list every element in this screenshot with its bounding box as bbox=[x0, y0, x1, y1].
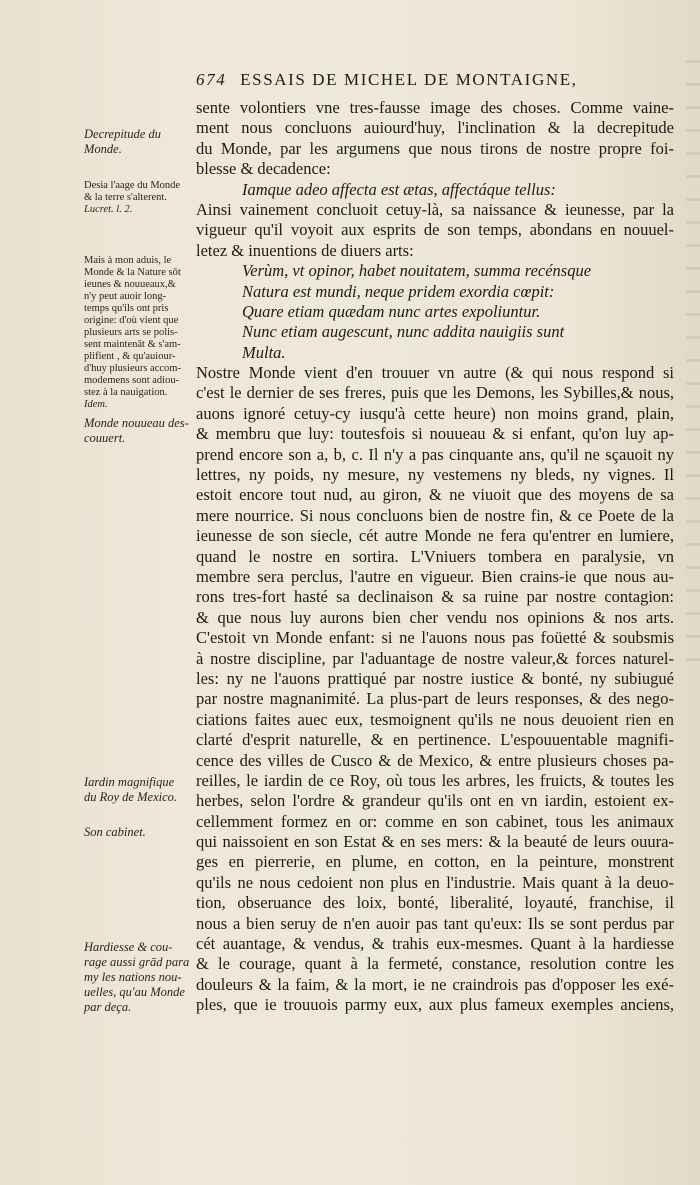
text-line: Nostre Monde vient d'en trouuer vn autre (& qui nous respond si bbox=[196, 363, 674, 383]
margin-note-line: d'huy plusieurs accom- bbox=[84, 363, 181, 374]
text-line: membre sera perclus, l'autre en vigueur. Bien crains-ie que nous au- bbox=[196, 566, 674, 586]
verse-line: Quare etiam quædam nunc artes expoliuntur. bbox=[242, 301, 541, 321]
margin-note-line: du Roy de Mexico. bbox=[84, 790, 178, 804]
margin-note-line: n'y peut auoir long- bbox=[84, 291, 167, 302]
text-line: du Monde, par les argumens que nous tirons de nostre propre foi- bbox=[196, 138, 674, 158]
verse-line: Verùm, vt opinor, habet nouitatem, summa recénsque bbox=[242, 261, 592, 281]
margin-note-line: sent maintenāt & s'am- bbox=[84, 339, 181, 350]
text-line: & que nous luy aurons bien cher vendu nos opinions & nos arts. bbox=[196, 607, 674, 627]
running-head bbox=[196, 70, 578, 90]
margin-note-line: Hardiesse & cou- bbox=[84, 940, 173, 954]
margin-note-line: origine: d'où vient que bbox=[84, 315, 179, 326]
text-line: cellemment formez en or: comme en son cabinet, tous les animaux bbox=[196, 811, 674, 831]
margin-note-iardin bbox=[84, 775, 192, 805]
text-line: cét auantage, & vendus, & trahis eux-mesmes. Quant à la hardiesse bbox=[196, 934, 674, 954]
text-line: lettres, ny poids, ny mesure, ny vestemens ny bleds, ny vignes. Il bbox=[196, 465, 674, 485]
margin-note-line: Monde. bbox=[84, 142, 122, 156]
text-line: douleurs & la faim, & la mort, ie ne craindrois pas d'opposer les exé- bbox=[196, 974, 674, 994]
page-number: 674 bbox=[196, 70, 227, 89]
text-line: C'estoit vn Monde enfant: si ne l'auons nous pas foüetté & soubsmis bbox=[196, 628, 674, 648]
text-line: sente volontiers vne tres-fausse image des choses. Comme vaine- bbox=[196, 98, 674, 117]
verse-line: Iamque adeo affecta est ætas, affectáque tellus: bbox=[242, 179, 556, 199]
text-line: & le courage, quant à la fermeté, constance, resolution contre les bbox=[196, 954, 674, 974]
text-line: par nostre magnanimité. La plus-part de leurs responses, & des nego- bbox=[196, 689, 674, 709]
text-line: auons ignoré cetuy-cy iusqu'à cette heure) non moins grand, plain, bbox=[196, 403, 674, 423]
margin-note-line: couuert. bbox=[84, 431, 126, 445]
margin-note-line: par deça. bbox=[84, 1000, 132, 1014]
text-line: vigueur qu'il voyoit aux esprits de son temps, abondans en nouuel- bbox=[196, 220, 674, 240]
text-line: clarté d'esprit naturelle, & en pertinence. L'espouuentable magnifi- bbox=[196, 730, 674, 750]
facing-page-bleed bbox=[686, 60, 700, 680]
text-line: blesse & decadence: bbox=[196, 159, 331, 179]
text-line: c'est le dernier de ses freres, puis que les Demons, les Sybilles,& nous, bbox=[196, 383, 674, 403]
running-title: ESSAIS DE MICHEL DE MONTAIGNE, bbox=[240, 70, 578, 89]
text-line: ment nous concluons auiourd'huy, l'inclination & la decrepitude bbox=[196, 118, 674, 138]
margin-note-reference: Idem. bbox=[84, 399, 108, 410]
margin-note-line: modemens sont adiou- bbox=[84, 375, 180, 386]
text-line: rons tres-fort hasté sa declinaison & sa ruine par nostre contagion: bbox=[196, 587, 674, 607]
text-line: tion, obseruance des loix, bonté, liberalité, loyauté, franchise, il bbox=[196, 893, 674, 913]
margin-note-aage bbox=[84, 180, 192, 216]
margin-note-line: uelles, qu'au Monde bbox=[84, 985, 185, 999]
margin-note-line: & la terre s'alterent. bbox=[84, 192, 167, 203]
margin-note-nature bbox=[84, 255, 192, 411]
margin-note-line: Son cabinet. bbox=[84, 825, 146, 839]
text-line: mere nourrice. Si nous concluons bien de nostre fin, & ce Poete de la bbox=[196, 505, 674, 525]
text-line: herbes, selon l'ordre & grandeur qu'ils ont en vn iardin, estoient ex- bbox=[196, 791, 674, 811]
verse-line: Multa. bbox=[242, 342, 286, 362]
text-line: quand le nostre en sortira. L'Vniuers tombera en paralysie, vn bbox=[196, 546, 674, 566]
text-line: à nostre discipline, par l'aduantage de nostre valeur,& forces naturel- bbox=[196, 648, 674, 668]
margin-note-line: my les nations nou- bbox=[84, 970, 182, 984]
margin-note-hardiesse bbox=[84, 940, 192, 1015]
text-line: prend encore son a, b, c. Il n'y a pas cinquante ans, qu'il ne sçauoit ny bbox=[196, 444, 674, 464]
margin-note-line: Monde nouueau des- bbox=[84, 416, 189, 430]
text-line: ciations faites auec eux, tesmoignent qu'ils ne nous deuoient rien en bbox=[196, 709, 674, 729]
margin-note-line: rage aussi grād para bbox=[84, 955, 190, 969]
margin-note-line: Mais à mon aduis, le bbox=[84, 255, 172, 266]
text-line: les: ny ne l'auons prattiqué par nostre iustice & bonté, ny subiugué bbox=[196, 668, 674, 688]
verse-line: Natura est mundi, neque pridem exordia cœpit: bbox=[242, 281, 555, 301]
margin-note-cabinet bbox=[84, 825, 192, 840]
text-line: qui naissoient en son Estat & en ses mers: & la beauté de leurs ouura- bbox=[196, 832, 674, 852]
text-line: reilles, le iardin de ce Roy, où tous les arbres, les fruicts, & toutes les bbox=[196, 770, 674, 790]
text-line: cence des villes de Cusco & de Mexico, & entre plusieurs choses pa- bbox=[196, 750, 674, 770]
margin-note-line: plifient , & qu'auiour- bbox=[84, 351, 176, 362]
margin-note-line: Desia l'aage du Monde bbox=[84, 180, 181, 191]
margin-note-line: Decrepitude du bbox=[84, 127, 161, 141]
text-line: letez & inuentions de diuers arts: bbox=[196, 240, 414, 260]
text-line: ieunesse de son siecle, cét autre Monde ne fera qu'entrer en lumiere, bbox=[196, 526, 674, 546]
margin-note-line: Iardin magnifique bbox=[84, 775, 175, 789]
text-line: estoit encore tout nud, au giron, & ne viuoit que des moyens de sa bbox=[196, 485, 674, 505]
margin-note-reference: Lucret. l. 2. bbox=[84, 204, 133, 215]
margin-note-nouveau-monde bbox=[84, 416, 192, 446]
verse-line: Nunc etiam augescunt, nunc addita nauigiis sunt bbox=[242, 322, 565, 342]
text-line: qu'ils ne nous cedoient non plus en l'industrie. Mais quant à la deuo- bbox=[196, 872, 674, 892]
margin-note-line: ieunes & nouueaux,& bbox=[84, 279, 176, 290]
margin-note-decrepitude bbox=[84, 127, 192, 157]
text-line: nous a bien seruy de n'en auoir pas tant qu'eux: Ils se sont perdus par bbox=[196, 913, 674, 933]
text-line: ges en pierrerie, en plume, en cotton, en la peinture, monstrent bbox=[196, 852, 674, 872]
essay-text bbox=[196, 98, 674, 1016]
margin-note-line: plusieurs arts se polis- bbox=[84, 327, 178, 338]
margin-note-line: Monde & la Nature sōt bbox=[84, 267, 181, 278]
text-line: Ainsi vainement concluoit cetuy-là, sa naissance & ieunesse, par la bbox=[196, 199, 674, 219]
text-line: ples, que ie trouuois parmy eux, aux plus fameux exemples anciens, bbox=[196, 995, 674, 1015]
text-line: & membru que luy: toutesfois si nouueau & si enfant, qu'on luy ap- bbox=[196, 424, 674, 444]
margin-note-line: stez à la nauigation. bbox=[84, 387, 168, 398]
margin-note-line: temps qu'ils ont pris bbox=[84, 303, 169, 314]
